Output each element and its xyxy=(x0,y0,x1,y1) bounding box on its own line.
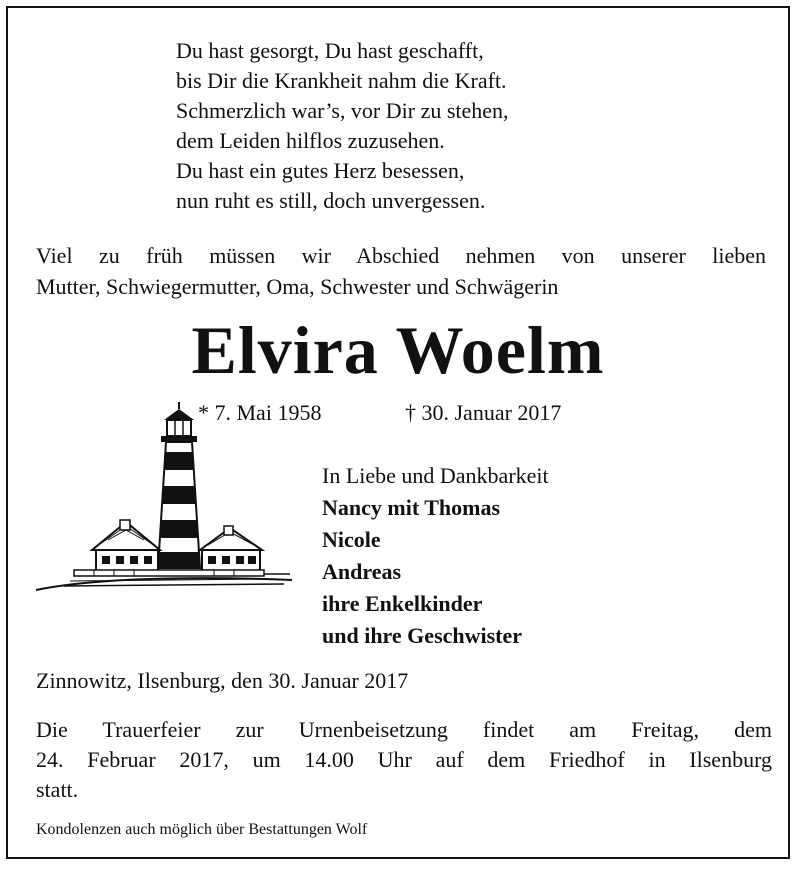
memorial-poem xyxy=(176,36,509,216)
funeral-service-text xyxy=(36,715,772,805)
poem-line: bis Dir die Krankheit nahm die Kraft. xyxy=(176,68,507,93)
lighthouse-illustration xyxy=(34,400,296,600)
death-date: † 30. Januar 2017 xyxy=(405,400,562,425)
poem-line: Du hast gesorgt, Du hast geschafft, xyxy=(176,38,484,63)
birth-date: * 7. Mai 1958 xyxy=(198,400,322,425)
mourners-intro: In Liebe und Dankbarkeit xyxy=(322,463,549,488)
mourner-name: Nancy mit Thomas xyxy=(322,495,501,520)
service-line: Die Trauerfeier zur Urnenbeisetzung findet am Freitag, dem xyxy=(36,717,772,742)
service-line: statt. xyxy=(36,777,79,802)
mourners-list xyxy=(322,460,549,652)
mourner-name: ihre Enkelkinder xyxy=(322,591,483,616)
service-line: 24. Februar 2017, um 14.00 Uhr auf dem Friedhof in Ilsenburg xyxy=(36,747,772,772)
mourner-name: Andreas xyxy=(322,559,402,584)
announcement-line: Mutter, Schwiegermutter, Oma, Schwester und Schwägerin xyxy=(36,274,559,299)
poem-line: Du hast ein gutes Herz besessen, xyxy=(176,158,465,183)
obituary-notice xyxy=(6,6,790,859)
condolences-note: Kondolenzen auch möglich über Bestattungen Wolf xyxy=(36,821,368,838)
place-and-date: Zinnowitz, Ilsenburg, den 30. Januar 2017 xyxy=(36,668,409,693)
announcement-line: Viel zu früh müssen wir Abschied nehmen von unserer lieben xyxy=(36,243,766,268)
mourner-name: und ihre Geschwister xyxy=(322,623,523,648)
mourner-name: Nicole xyxy=(322,527,381,552)
deceased-name: Elvira Woelm xyxy=(191,312,605,388)
poem-line: Schmerzlich war’s, vor Dir zu stehen, xyxy=(176,98,509,123)
poem-line: nun ruht es still, doch unvergessen. xyxy=(176,188,486,213)
announcement-text xyxy=(36,240,766,302)
poem-line: dem Leiden hilflos zuzusehen. xyxy=(176,128,445,153)
